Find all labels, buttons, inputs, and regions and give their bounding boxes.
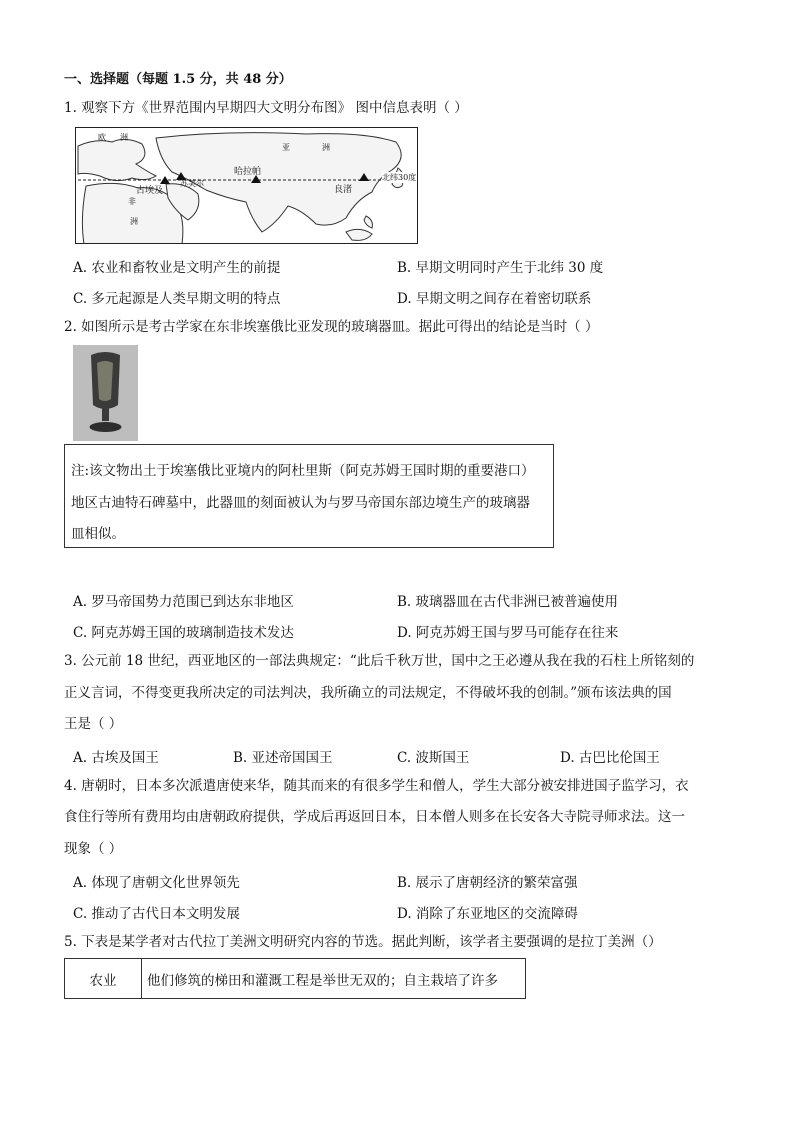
q3-option-a: A. 古埃及国王: [73, 750, 159, 766]
question-4-stem-line-2: 食住行等所有费用均由唐朝政府提供，学成后再返回日本，日本僧人则多在长安各大寺院寻师求法。这一: [64, 809, 685, 825]
question-1-stem: 1. 观察下方《世界范围内早期四大文明分布图》 图中信息表明（ ）: [64, 100, 468, 116]
q1-option-d: D. 早期文明之间存在着密切联系: [397, 291, 592, 307]
map-label-sumer: 苏美尔: [180, 179, 204, 188]
question-4-stem-line-3: 现象（ ）: [64, 841, 123, 857]
question-5-stem: 5. 下表是某学者对古代拉丁美洲文明研究内容的节选。据此判断，该学者主要强调的是拉丁美洲（）: [64, 934, 662, 950]
q2-note-line-2: 地区古迪特石碑墓中，此器皿的刻面被认为与罗马帝国东部边境生产的玻璃器: [71, 495, 530, 511]
q2-note-box: [64, 444, 554, 548]
map-label-asia-2: 洲: [322, 143, 330, 152]
map-label-africa-2: 洲: [130, 217, 138, 226]
map-label-africa-1: 非: [128, 197, 136, 206]
map-label-europe-2: 洲: [120, 133, 128, 142]
q5-table-row-label: 农业: [65, 959, 142, 998]
q2-option-b: B. 玻璃器皿在古代非洲已被普遍使用: [397, 594, 619, 610]
question-3-stem-line-3: 王是（ ）: [64, 716, 123, 732]
q2-option-d: D. 阿克苏姆王国与罗马可能存在往来: [397, 625, 619, 641]
q2-option-c: C. 阿克苏姆王国的玻璃制造技术发达: [73, 625, 294, 641]
q3-option-c: C. 波斯国王: [397, 750, 470, 766]
q1-option-a: A. 农业和畜牧业是文明产生的前提: [73, 260, 281, 276]
map-label-egypt: 古埃及: [136, 186, 164, 196]
section-title: 一、选择题（每题 1.5 分，共 48 分）: [64, 72, 292, 87]
glass-vessel-photo: [73, 345, 138, 441]
q4-option-c: C. 推动了古代日本文明发展: [73, 906, 240, 922]
q4-option-b: B. 展示了唐朝经济的繁荣富强: [397, 875, 578, 891]
question-2-stem: 2. 如图所示是考古学家在东非埃塞俄比亚发现的玻璃器皿。据此可得出的结论是当时（ ）: [64, 319, 599, 335]
q5-table-row-text: 他们修筑的梯田和灌溉工程是举世无双的；自主栽培了许多: [147, 972, 498, 989]
map-label-30n: 北纬30度: [382, 173, 417, 182]
world-civilization-map: [75, 127, 418, 244]
q2-note-line-3: 皿相似。: [71, 526, 125, 542]
q3-option-b: B. 亚述帝国国王: [233, 750, 333, 766]
q1-option-b: B. 早期文明同时产生于北纬 30 度: [397, 260, 604, 276]
map-label-asia-1: 亚: [282, 143, 290, 152]
q1-option-c: C. 多元起源是人类早期文明的特点: [73, 291, 281, 307]
q4-option-a: A. 体现了唐朝文化世界领先: [73, 875, 240, 891]
map-label-europe-1: 欧: [98, 133, 106, 142]
map-label-liangzhu: 良渚: [334, 185, 353, 195]
question-3-stem-line-1: 3. 公元前 18 世纪，西亚地区的一部法典规定：“此后千秋万世，国中之王必遵从我在我的石柱上所铭刻的: [64, 653, 695, 669]
q2-option-a: A. 罗马帝国势力范围已到达东非地区: [73, 594, 294, 610]
map-label-harappa: 哈拉帕: [234, 167, 262, 177]
question-3-stem-line-2: 正义言词，不得变更我所决定的司法判决，我所确立的司法规定，不得破坏我的创制。”颁布该法典的国: [64, 685, 672, 701]
question-4-stem-line-1: 4. 唐朝时，日本多次派遣唐使来华，随其而来的有很多学生和僧人，学生大部分被安排进国子监学习，衣: [64, 778, 689, 794]
q3-option-d: D. 古巴比伦国王: [560, 750, 660, 766]
q5-table: [64, 958, 526, 999]
q4-option-d: D. 消除了东亚地区的交流障碍: [397, 906, 578, 922]
q2-note-line-1: 注:该文物出土于埃塞俄比亚境内的阿杜里斯（阿克苏姆王国时期的重要港口）: [71, 463, 535, 479]
